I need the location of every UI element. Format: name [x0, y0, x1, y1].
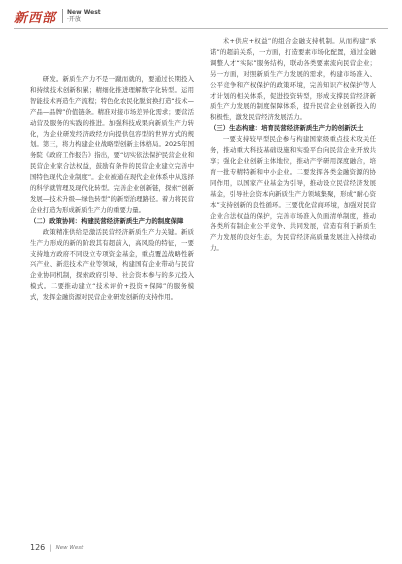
paragraph: 一要支持较早型民企参与构建国家级重点技术攻关任务，推动重大科技基础设施和实验平台向民营企业开放共享；强化企业创新主体地位，推动产学研用深度融合，培育一批专精特新和中小企业。二要发挥各类金融资源的协同作用，以国家产业基金为引导，推动设立民营经济发展基金，引导社会资本向新质生产力领域集聚，形成“耐心资本”支持创新的良性循环。三要优化营商环境，加强对民营企业合法权益的保护，完善市场准入负面清单制度，推动各类所有制企业公平竞争、共同发展，营造有利于新质生产力发展的良好生态，为民营经济高质量发展注入持续动力。 [210, 135, 376, 253]
paragraph: 政策精准供给是激活民营经济新质生产力关键。新质生产力形成的新的阶段其有超前入，高风险的特征，一要支持地方政府不同设立专项资金基金，重点覆盖战略性新兴产业、新范技术产业等领域，构建国有企业带动与民营企业协同机制，探索政府引导、社会资本参与的多元投入模式。二要推动建立“技术评价+投资+保障”的服务模式，发挥金融资源对民营企业研发创新的支持作用。 [30, 227, 194, 302]
right-column [210, 36, 376, 254]
left-column [30, 74, 194, 303]
header-divider [14, 28, 388, 29]
footer-brand: New West [55, 544, 84, 551]
page-number: 126 [30, 543, 46, 552]
magazine-logo-subtitle [62, 9, 101, 23]
paragraph: 研发。新质生产力不是一蹴而就的，要通过长期投入和持续技术创新积累；精细化推进理解数字化转型。运用智能技术再造生产流程；特色化农民化脱贫换打造“技术—产品—品牌”价值链条。精准对接市场差异化需求；要营活动营及服务的实践的推进。加强科技成果向新质生产力转化，为企业研发经济政经方向提供包容型的世界方式的规划。第三，将力构建企业战略型创新主体格局。2025年国务院《政府工作报告》指出，要“切实依法保护民营企业和民营企业家合法权益，鼓励有条件的民营企业建立完善中国特色现代企业制度”。企业被通在现代企业体系中从选择的科学就管理及现代化转型。完善企业创新链，探索“创新发展—技术升级—绿色转型”的新型治理路径。着力将民营企业打造为形成新质生产力的重要力量。 [30, 75, 194, 214]
page-header [14, 8, 388, 24]
page-footer [30, 543, 83, 552]
logo-en-line2: ·开放 [67, 16, 81, 23]
section-heading: （三）生态构建：培育民营经济新质生产力的创新沃土 [210, 124, 364, 133]
paragraph: 术+供应+权益”的组合金融支持机制。从而构建“承诺”的超前关系，一方面，打造要素市场化配置，通过金融调整人才“实际”服务结构，联动各类要素流向民营企业；另一方面，对照新质生产力发展的需求，构建市场准入、公平竞争和产权保护的政策环境，完善知识产权保护等人才计划的相关体系，促进投资转型，形成支撑民营经济新质生产力发展的制度保障体系，提升民营企业创新投入的积极性，激发民营经济发展活力。 [210, 37, 376, 122]
magazine-logo: 新西部 [14, 10, 57, 26]
footer-separator: | [49, 543, 52, 552]
logo-en-line1: New West [67, 9, 101, 16]
section-heading: （二）政策协同：构建民营经济新质生产力的制度保障 [30, 216, 184, 225]
